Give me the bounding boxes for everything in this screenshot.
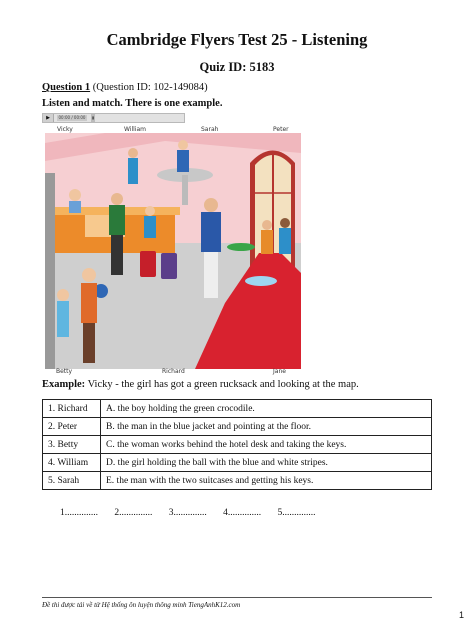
name-label-richard: Richard xyxy=(162,368,185,375)
name-label-betty: Betty xyxy=(56,368,73,375)
name-label-vicky: Vicky xyxy=(57,126,73,133)
man-blue-jacket xyxy=(201,212,221,252)
answer-blank-4[interactable]: 4.............. xyxy=(223,508,262,518)
example-line xyxy=(42,379,359,390)
table-row xyxy=(43,472,432,490)
name-cell: 1. Richard xyxy=(43,400,101,418)
name-cell: 4. William xyxy=(43,454,101,472)
question-line xyxy=(42,82,208,93)
audio-player[interactable] xyxy=(42,113,185,123)
page-number: 1 xyxy=(459,610,465,620)
name-label-jane: Jane xyxy=(273,368,286,375)
name-cell: 3. Betty xyxy=(43,436,101,454)
example-label: Example: xyxy=(42,379,86,390)
footer-text: Đề thi được tải về từ Hệ thống ôn luyện thông minh TiengAnhK12.com xyxy=(42,601,241,609)
table-row xyxy=(43,418,432,436)
answer-blank-1[interactable]: 1.............. xyxy=(60,508,98,518)
name-label-sarah: Sarah xyxy=(201,126,219,133)
answer-blank-3[interactable]: 3.............. xyxy=(168,508,207,518)
page-title: Cambridge Flyers Test 25 - Listening xyxy=(106,30,368,49)
suitcase-purple xyxy=(161,253,177,279)
description-cell: E. the man with the two suitcases and getting his keys. xyxy=(101,472,432,490)
match-table xyxy=(42,399,432,490)
hotel-lobby-illustration xyxy=(45,133,301,369)
footer-divider xyxy=(42,597,432,598)
answer-blank-5[interactable]: 5.............. xyxy=(277,508,316,518)
description-cell: A. the boy holding the green crocodile. xyxy=(101,400,432,418)
answer-blank-2[interactable]: 2.............. xyxy=(114,508,153,518)
example-text: Vicky - the girl has got a green rucksack and looking at the map. xyxy=(87,379,359,390)
quiz-id: Quiz ID: 5183 xyxy=(199,60,275,74)
name-cell: 2. Peter xyxy=(43,418,101,436)
description-cell: B. the man in the blue jacket and pointing at the floor. xyxy=(101,418,432,436)
answer-blanks xyxy=(60,508,330,518)
table-row xyxy=(43,454,432,472)
name-cell: 5. Sarah xyxy=(43,472,101,490)
name-label-william: William xyxy=(124,126,146,133)
description-cell: C. the woman works behind the hotel desk and taking the keys. xyxy=(101,436,432,454)
instruction: Listen and match. There is one example. xyxy=(42,98,223,109)
time-display: 00:00 / 00:00 xyxy=(58,115,86,120)
description-cell: D. the girl holding the ball with the blue and white stripes. xyxy=(101,454,432,472)
question-label: Question 1 xyxy=(42,82,91,93)
question-id: (Question ID: 102-149084) xyxy=(92,82,208,93)
table-row xyxy=(43,400,432,418)
play-icon[interactable]: ▶ xyxy=(43,114,54,122)
volume-icon[interactable]: ▮ xyxy=(91,115,95,120)
table-row xyxy=(43,436,432,454)
suitcase-red xyxy=(140,251,156,277)
green-crocodile xyxy=(227,243,255,251)
name-label-peter: Peter xyxy=(273,126,289,133)
